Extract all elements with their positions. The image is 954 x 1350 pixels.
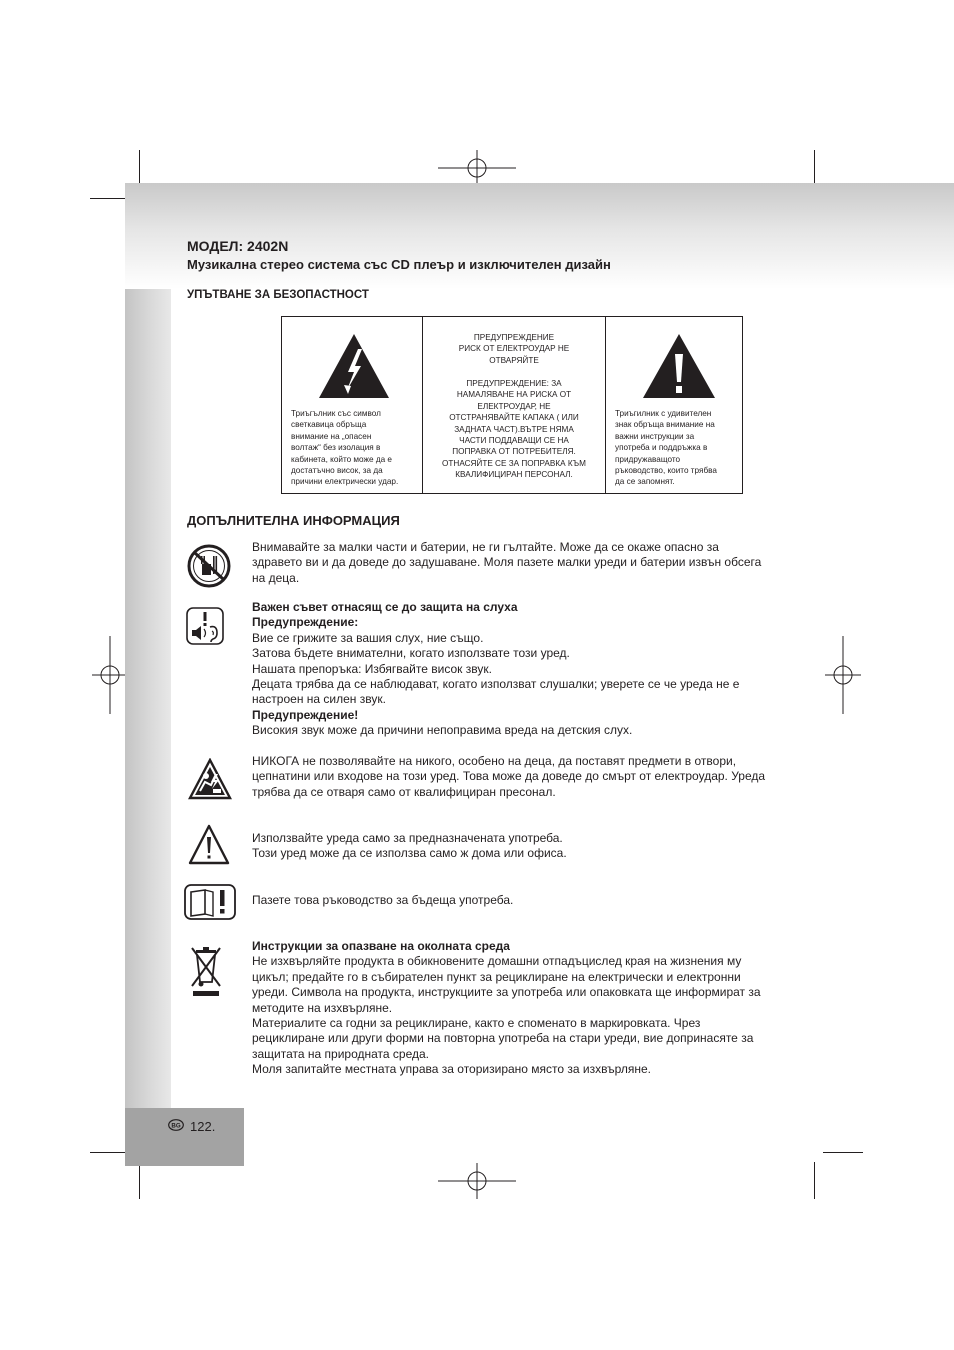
paragraph-line: рециклиране или други форми на повторна употреба на стари уреди, вие допринасяте за	[252, 1031, 754, 1046]
page-number: 122.	[190, 1119, 216, 1134]
lightning-note-line: Триъгълник със символ	[291, 409, 381, 418]
warning-line: КВАЛИФИЦИРАН ПЕРСОНАЛ.	[455, 470, 573, 480]
exclamation-note-line: да се запомнят.	[615, 477, 675, 487]
paragraph-line: цикъл; предайте го в събирателен пункт за рециклиране на електрически и електронни	[252, 969, 741, 984]
paragraph-line: Не изхвърляйте продукта в обикновените домашни отпадъцислед края на жизнения му	[252, 954, 742, 969]
hearing-protection-icon	[186, 607, 224, 645]
exclamation-note-line: ръководство, които трябва	[615, 466, 717, 476]
paragraph-line: методите на изхвърляне.	[252, 1000, 393, 1015]
exclamation-note	[615, 408, 743, 488]
no-swallow-icon	[187, 544, 231, 588]
paragraph-line: Нашата препоръка: Избягвайте висок звук.	[252, 661, 492, 676]
paragraph-line: Внимавайте за малки части и батерии, не ги гълтайте. Може да се окаже опасно за	[252, 540, 719, 554]
lightning-note-line: кабинета, който може да е	[291, 454, 392, 464]
warning-line: ПОПРАВКА ОТ ПОТРЕБИТЕЛЯ.	[452, 447, 576, 457]
shock-warning-cell	[423, 317, 606, 493]
side-bar	[125, 289, 171, 1108]
paragraph-line: НИКОГА не позволявайте на никого, особено на деца, да поставят предмети в отвори,	[252, 754, 737, 768]
lightning-triangle-icon	[317, 332, 391, 400]
intended-use-text	[252, 831, 808, 862]
language-badge-text: BG	[171, 1122, 181, 1130]
safety-warning-table	[281, 316, 743, 494]
registration-mark-icon	[438, 150, 516, 186]
model-title: МОДЕЛ: 2402N	[187, 238, 289, 254]
warning-line: ЕЛЕКТРОУДАР, НЕ	[477, 401, 551, 411]
lightning-note-line: достатъчно висок, за да	[291, 466, 383, 476]
crop-mark	[823, 1152, 863, 1153]
hearing-text	[252, 600, 808, 739]
paragraph-line: Вие се грижите за вашия слух, ние също.	[252, 630, 484, 645]
safety-heading: УПЪТВАНЕ ЗА БЕЗОПАСТНОСТ	[187, 289, 369, 301]
exclamation-warning-cell	[606, 317, 743, 493]
weee-bin-icon	[190, 946, 222, 998]
exclamation-note-line: придружаващото	[615, 454, 681, 464]
warning-line: ОТСТРАНЯВАЙТЕ КАПАКА ( ИЛИ	[449, 413, 579, 423]
paragraph-line: на деца.	[252, 570, 300, 585]
paragraph-line: защитата на природната среда.	[252, 1046, 429, 1061]
additional-info-heading: ДОПЪЛНИТЕЛНА ИНФОРМАЦИЯ	[187, 513, 400, 528]
electric-shock-hazard-icon	[188, 758, 232, 800]
lightning-note-line: причини електрически удар.	[291, 477, 399, 487]
hearing-title: Важен съвет отнасящ се до защита на слуха	[252, 600, 518, 614]
environment-title: Инструкции за опазване на околната среда	[252, 939, 510, 953]
lightning-note	[291, 408, 421, 488]
exclamation-note-line: важни инструкции за	[615, 431, 695, 441]
paragraph-line: Високия звук може да причини непоправима вреда на детския слух.	[252, 723, 633, 738]
warning-line: РИСК ОТ ЕЛЕКТРОУДАР НЕ	[458, 344, 570, 354]
hearing-warning-label: Предупреждение!	[252, 707, 359, 722]
paragraph-line: цепнатини или входове на този уред. Това може да доведе до смърт от електроудар. Уреда	[252, 769, 766, 784]
paragraph-line: Този уред може да се използва само ж дома или офиса.	[252, 846, 567, 861]
paragraph-line: настроен на силен звук.	[252, 692, 386, 707]
warning-line: ЧАСТИ ПОДДАВАЩИ СЕ НА	[459, 436, 569, 446]
lightning-warning-cell	[282, 317, 423, 493]
paragraph-line: Използвайте уреда само за предназначената употреба.	[252, 831, 563, 845]
exclamation-note-line: употреба и поддръжка в	[615, 443, 708, 453]
warning-line: ПРЕДУПРЕЖДЕНИЕ	[473, 333, 555, 342]
paragraph-line: уреди. Символа на продукта, инструкциите за употреба или опаковката ще информират за	[252, 985, 761, 1000]
paragraph-line: Децата трябва да се наблюдават, когато използват слушалки; уверете се че уреда не е	[252, 677, 740, 692]
exclamation-note-line: Триъгилник с удивителен	[615, 409, 712, 418]
warning-line: ЗАДНАТА ЧАСТ).ВЪТРЕ НЯМА	[454, 424, 574, 434]
small-parts-text	[252, 540, 808, 586]
read-manual-icon	[184, 884, 236, 920]
manual-text: Пазете това ръководство за бъдеща употреба.	[252, 893, 514, 907]
crop-mark	[139, 1162, 140, 1199]
crop-mark	[814, 1162, 815, 1199]
warning-line: ОТВАРЯЙТЕ	[489, 355, 539, 365]
registration-mark-icon	[438, 1163, 516, 1199]
crop-mark	[139, 150, 140, 187]
warning-line: НАМАЛЯВАНЕ НА РИСКА ОТ	[456, 390, 572, 400]
paragraph-line: Моля запитайте местната управа за оторизирано място за изхвърляне.	[252, 1062, 652, 1077]
page-number-box	[125, 1108, 244, 1166]
shock-warning-body	[423, 378, 605, 481]
exclamation-triangle-icon	[641, 332, 717, 400]
shock-warning-title	[423, 332, 605, 366]
hearing-warning-label: Предупреждение:	[252, 615, 359, 630]
lightning-note-line: внимание на „опасен	[291, 431, 372, 441]
registration-mark-icon	[92, 636, 128, 714]
warning-line: ОТНАСЯЙТЕ СЕ ЗА ПОПРАВКА КЪМ	[442, 458, 586, 468]
paragraph-line: Затова бъдете внимателни, когато използвате този уред.	[252, 646, 570, 661]
registration-mark-icon	[825, 636, 861, 714]
lightning-note-line: волтаж“ без изолация в	[291, 443, 381, 453]
caution-triangle-icon	[188, 824, 230, 866]
exclamation-note-line: знак обръща внимание на	[615, 420, 715, 430]
warning-line: ПРЕДУПРЕЖДЕНИЕ: ЗА	[466, 379, 562, 388]
paragraph-line: здравето ви и да доведе до задушаване. Моля пазете малки уреди и батерии извън обсега	[252, 555, 762, 570]
never-insert-text	[252, 754, 808, 800]
header-band	[125, 183, 954, 289]
paragraph-line: трябва да се отваря само от квалифициран пресонал.	[252, 784, 556, 799]
lightning-note-line: светкавица обръща	[291, 420, 367, 430]
environment-text	[252, 939, 812, 1078]
bg-language-badge-icon	[168, 1119, 184, 1131]
crop-mark	[814, 150, 815, 187]
product-subtitle: Музикална стерео система със CD плеър и изключителен дизайн	[187, 257, 611, 272]
paragraph-line: Материалите са годни за рециклиране, както е споменато в маркировката. Чрез	[252, 1016, 701, 1031]
